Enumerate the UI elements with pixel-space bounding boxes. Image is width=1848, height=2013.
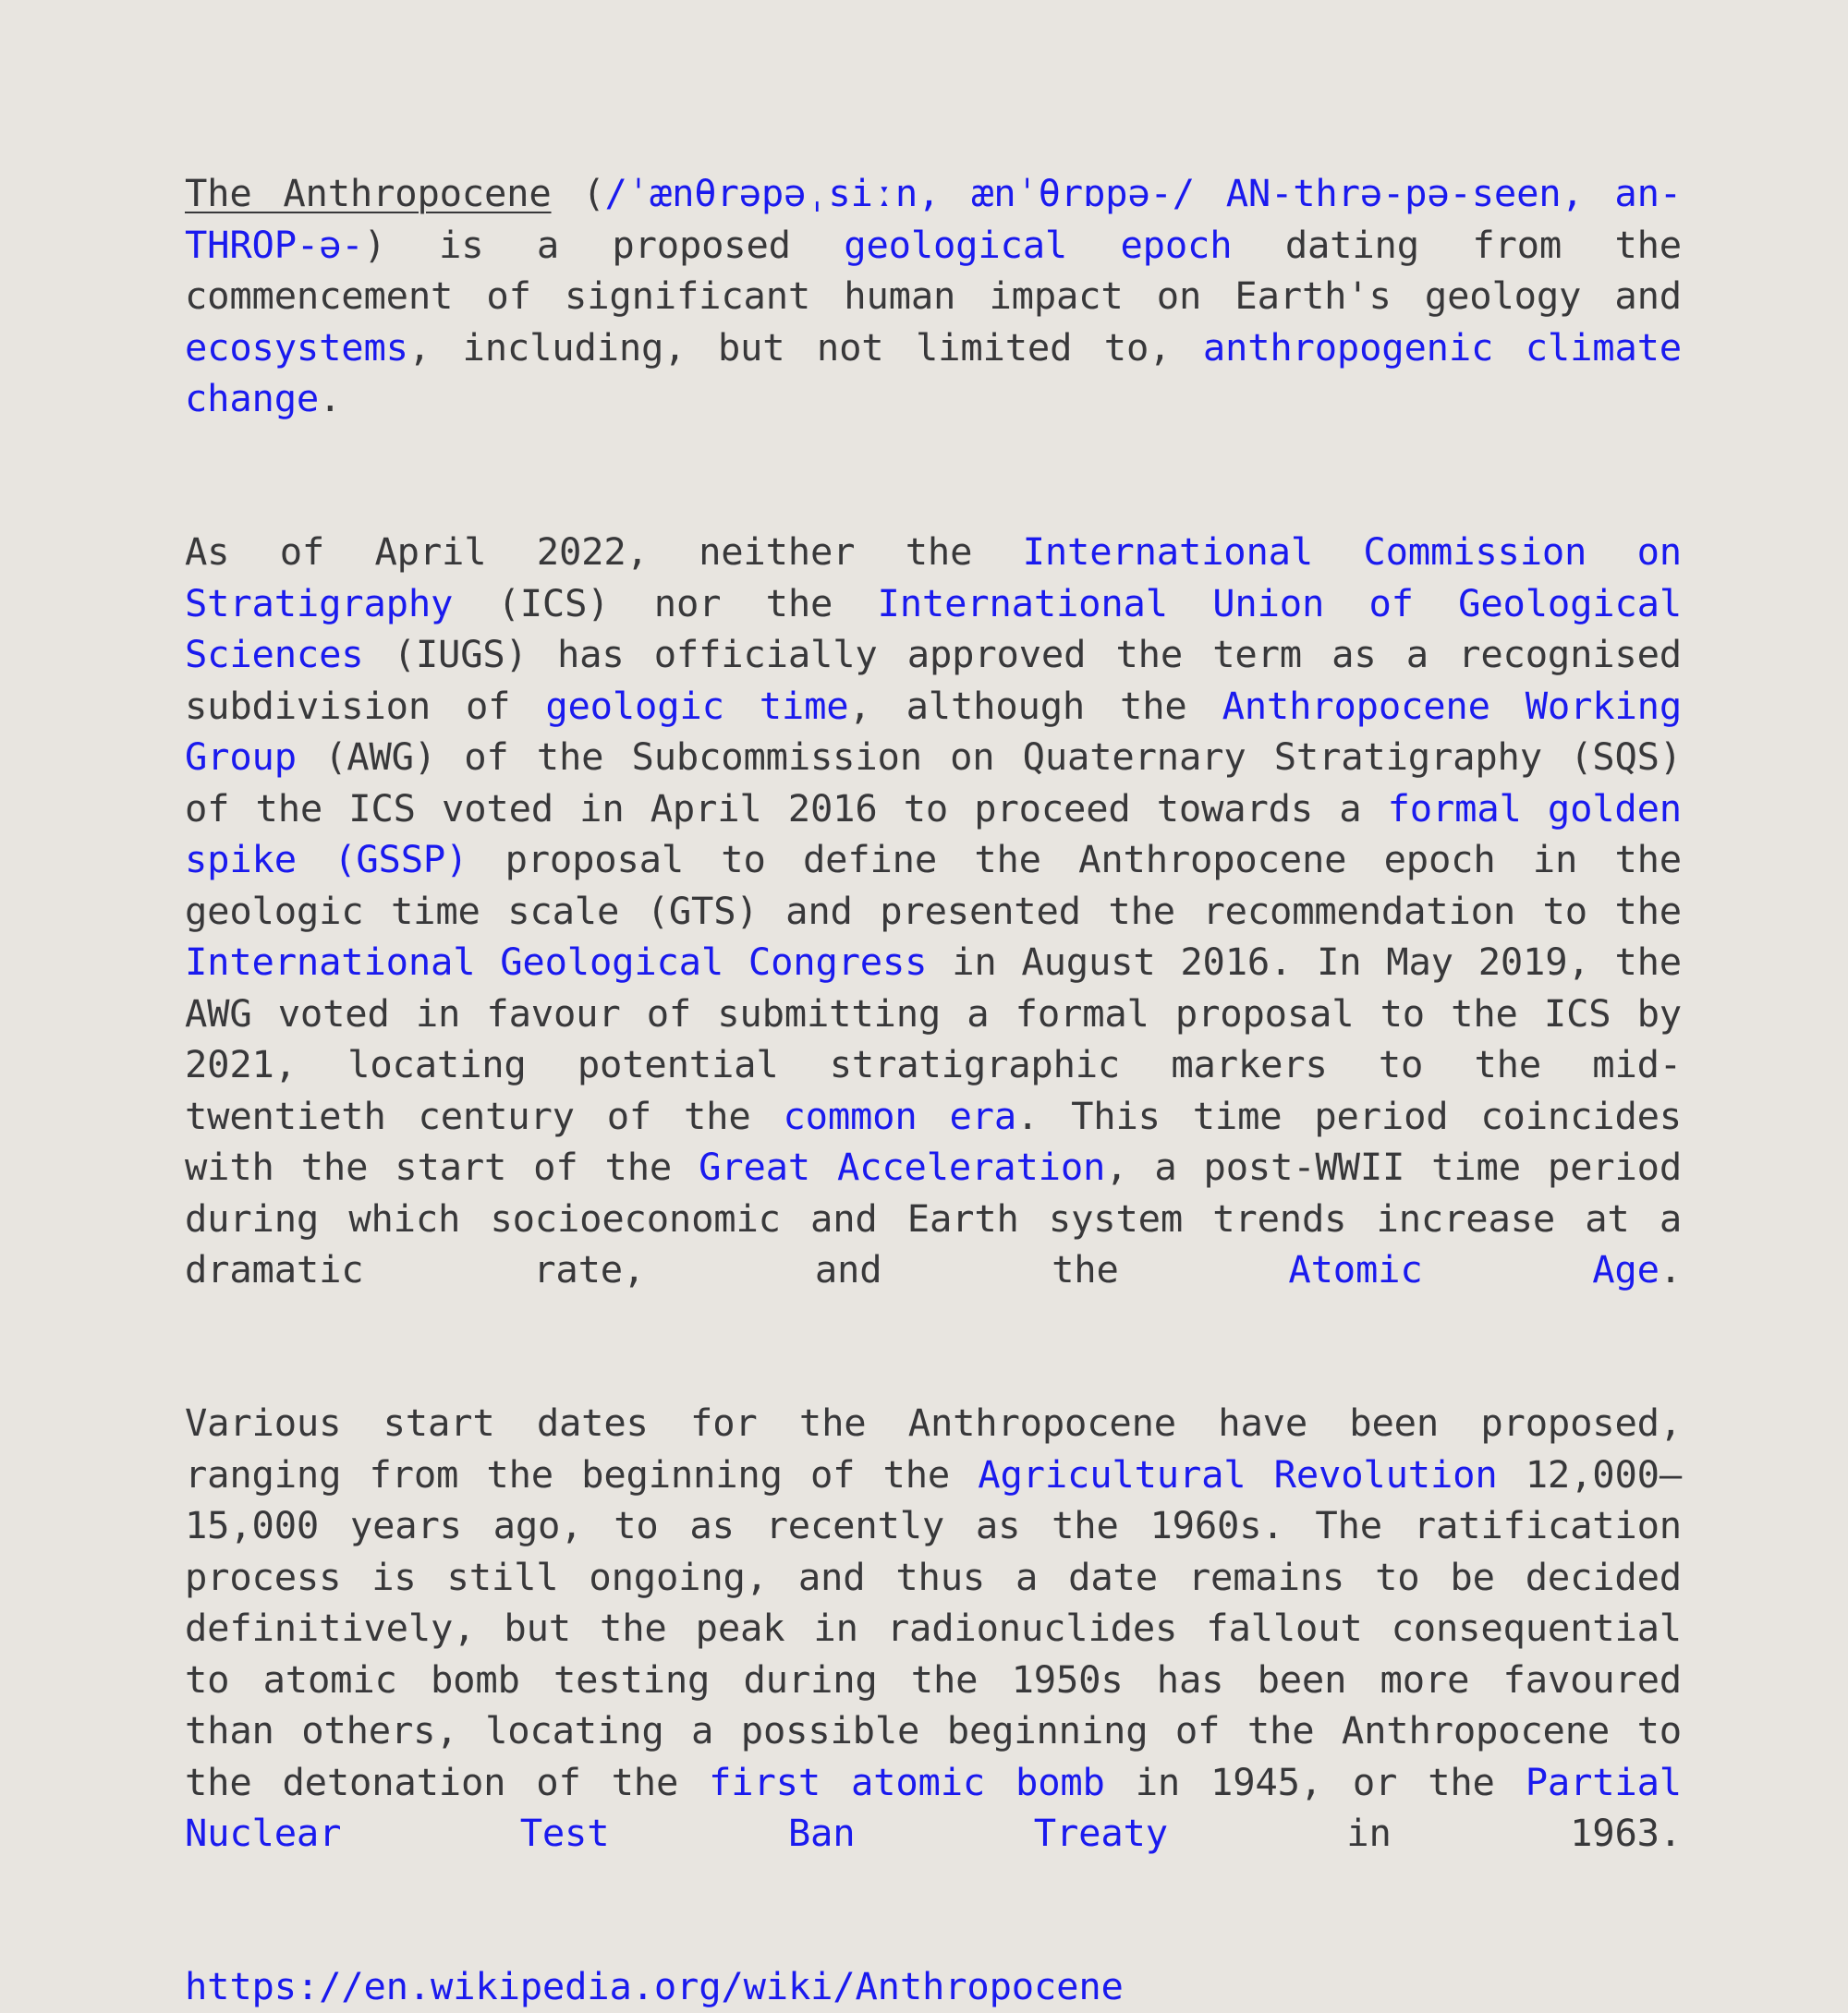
paragraph-ratification-status <box>185 527 1682 1347</box>
article-body <box>185 168 1682 2013</box>
body-text: (IUGS) has officially approved the term as a recognised subdivision of <box>185 632 1682 728</box>
body-text: , although the <box>848 683 1222 728</box>
body-text: As of April 2022, neither the <box>185 529 1023 574</box>
wiki-link[interactable]: International Geological Congress <box>185 940 928 984</box>
body-text: proposal to define the Anthropocene epoch in the geologic time scale (GTS) and presented the recommendation to the <box>185 837 1682 933</box>
wiki-link[interactable]: formal golden spike (GSSP) <box>185 785 1682 881</box>
body-text: ( <box>551 171 605 215</box>
wiki-link[interactable]: Anthropocene Working Group <box>185 683 1683 779</box>
wiki-link[interactable]: geologic time <box>545 683 849 728</box>
body-text: in 1963. <box>1167 1811 1682 1855</box>
body-text: . <box>319 376 342 420</box>
source-url-line <box>185 1961 1682 2013</box>
wiki-link[interactable]: first atomic bomb <box>709 1759 1105 1804</box>
body-text: 12,000–15,000 years ago, to as recently as the 1960s. The ratification process is still ongoing, and thus a date remains to be decided definitively, but the peak in radionuclides fallout consequential to atomic bomb testing during the 1950s has been more favoured than others, locating a possible beginning of the Anthropocene to the detonation of the <box>185 1451 1683 1804</box>
wiki-link[interactable]: ecosystems <box>185 324 408 370</box>
body-text: dating from the commencement of significant human impact on Earth's geology and <box>185 222 1682 318</box>
body-text: Various start dates for the Anthropocene have been proposed, ranging from the beginning of the <box>185 1401 1682 1497</box>
wiki-link[interactable]: International Commission on Stratigraphy <box>185 529 1682 625</box>
wiki-link[interactable]: Agricultural Revolution <box>978 1451 1498 1497</box>
body-text: . <box>1659 1247 1682 1291</box>
page-title-term: The Anthropocene <box>185 171 552 215</box>
wiki-link[interactable]: /ˈænθrəpəˌsiːn, ænˈθrɒpə-/ AN-thrə-pə-seen, an-THROP-ə- <box>185 171 1682 267</box>
body-text: (ICS) nor the <box>453 580 878 625</box>
body-text: ) is a proposed <box>363 222 845 267</box>
body-text: (AWG) of the Subcommission on Quaternary Stratigraphy (SQS) of the ICS voted in April 2016 to proceed towards a <box>185 734 1682 831</box>
wiki-link[interactable]: International Union of Geological Sciences <box>185 580 1683 676</box>
wiki-link[interactable]: Great Acceleration <box>699 1145 1106 1189</box>
source-url-link[interactable]: https://en.wikipedia.org/wiki/Anthropocene <box>185 1964 1124 2008</box>
body-text: in August 2016. In May 2019, the AWG voted in favour of submitting a formal proposal to the ICS by 2021, locating potential stratigraphic markers to the mid-twentieth century of the <box>185 940 1682 1138</box>
wiki-link[interactable]: anthropogenic climate change <box>185 324 1682 420</box>
paragraph-start-dates <box>185 1398 1682 1910</box>
wiki-link[interactable]: common era <box>783 1093 1016 1138</box>
paragraph-definition <box>185 168 1682 476</box>
body-text: , including, but not limited to, <box>407 324 1203 370</box>
body-text: . This time period coincides with the start of the <box>185 1093 1682 1189</box>
wiki-link[interactable]: Partial Nuclear Test Ban Treaty <box>185 1759 1682 1855</box>
body-text: in 1945, or the <box>1104 1759 1526 1804</box>
wiki-link[interactable]: geological epoch <box>844 222 1233 267</box>
wiki-link[interactable]: Atomic Age <box>1288 1247 1660 1291</box>
body-text: , a post-WWII time period during which socioeconomic and Earth system trends increase at a dramatic rate, and the <box>185 1145 1683 1291</box>
